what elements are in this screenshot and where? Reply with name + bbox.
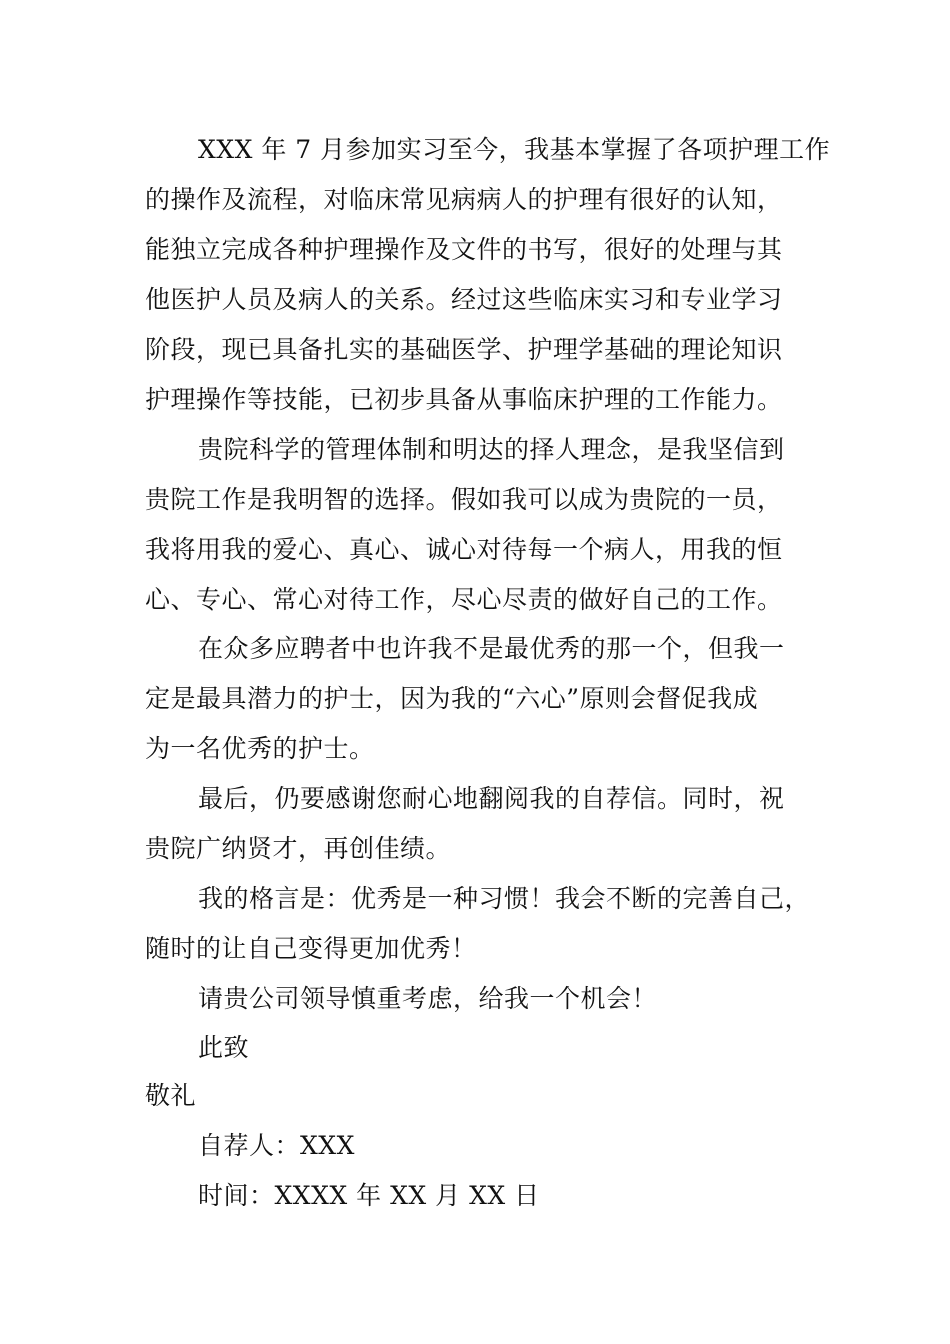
paragraph-1-line-6: 护理操作等技能，已初步具备从事临床护理的工作能力。 (145, 385, 783, 414)
request-line: 请贵公司领导慎重考虑，给我一个机会！ (198, 984, 658, 1013)
paragraph-2-line-4: 心、专心、常心对待工作，尽心尽责的做好自己的工作。 (145, 585, 783, 614)
signer-line: 自荐人：XXX (198, 1131, 355, 1160)
date-line: 时间：XXXX 年 XX 月 XX 日 (198, 1181, 540, 1210)
closing-line: 此致 (198, 1033, 250, 1062)
paragraph-1-line-5: 阶段，现已具备扎实的基础医学、护理学基础的理论知识 (145, 335, 783, 364)
paragraph-3-line-2: 定是最具潜力的护士，因为我的“六心”原则会督促我成 (145, 684, 759, 713)
paragraph-1-line-1: XXX 年 7 月参加实习至今，我基本掌握了各项护理工作 (198, 135, 831, 164)
paragraph-3-line-3: 为一名优秀的护士。 (145, 734, 375, 763)
paragraph-1-line-2: 的操作及流程，对临床常见病病人的护理有很好的认知， (145, 185, 783, 214)
paragraph-3-line-1: 在众多应聘者中也许我不是最优秀的那一个，但我一 (198, 634, 785, 663)
paragraph-2-line-3: 我将用我的爱心、真心、诚心对待每一个病人，用我的恒 (145, 535, 783, 564)
paragraph-1-line-3: 能独立完成各种护理操作及文件的书写，很好的处理与其 (145, 235, 783, 264)
paragraph-5-line-2: 随时的让自己变得更加优秀！ (145, 934, 477, 963)
paragraph-2-line-1: 贵院科学的管理体制和明达的择人理念，是我坚信到 (198, 435, 785, 464)
paragraph-4-line-1: 最后，仍要感谢您耐心地翻阅我的自荐信。同时，祝 (198, 784, 785, 813)
paragraph-4-line-2: 贵院广纳贤才，再创佳绩。 (145, 834, 452, 863)
paragraph-2-line-2: 贵院工作是我明智的选择。假如我可以成为贵院的一员， (145, 485, 783, 514)
paragraph-1-line-4: 他医护人员及病人的关系。经过这些临床实习和专业学习 (145, 285, 783, 314)
salute-line: 敬礼 (145, 1081, 197, 1110)
paragraph-5-line-1: 我的格言是：优秀是一种习惯！我会不断的完善自己， (198, 884, 811, 913)
